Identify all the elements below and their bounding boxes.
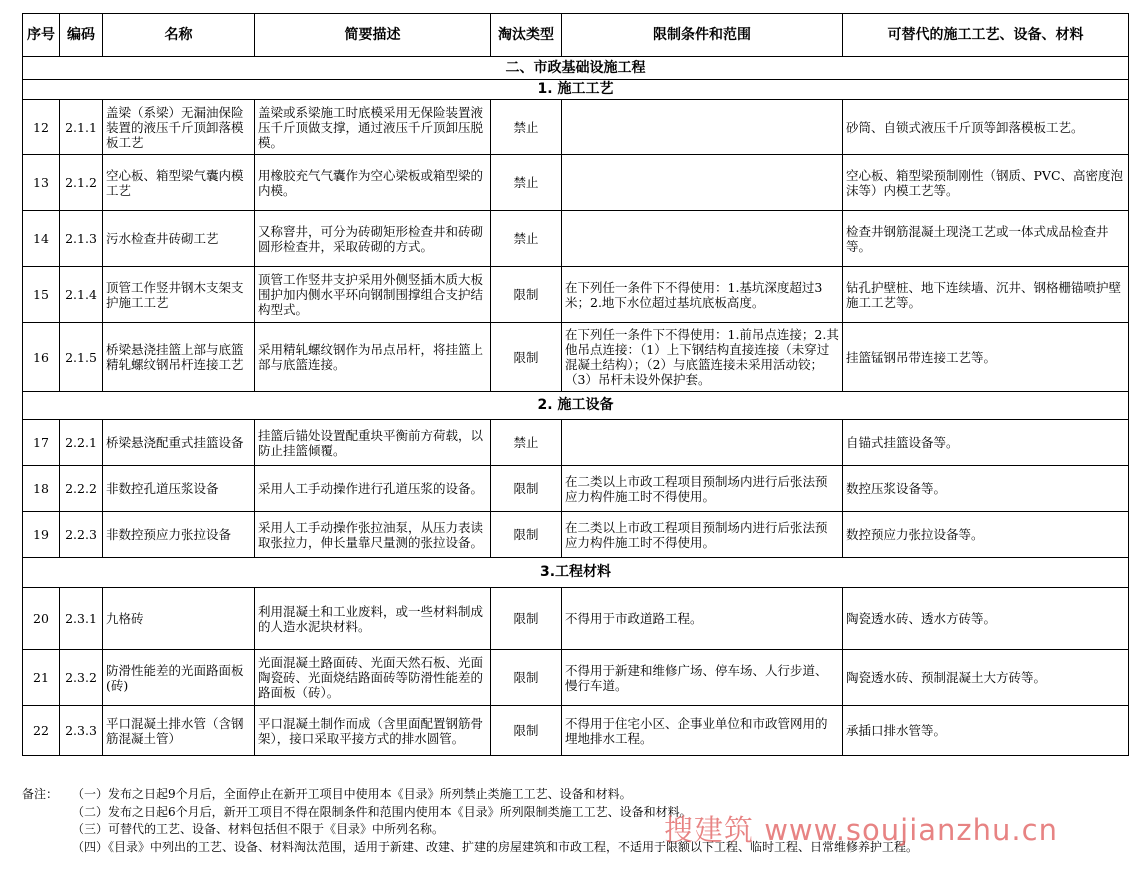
header-no: 序号	[23, 14, 60, 57]
cell-type: 禁止	[491, 211, 562, 267]
cell-name: 桥梁悬浇挂篮上部与底篮精轧螺纹钢吊杆连接工艺	[103, 323, 255, 392]
cell-limit	[562, 100, 843, 155]
cell-desc: 采用精轧螺纹钢作为吊点吊杆，将挂篮上部与底篮连接。	[255, 323, 491, 392]
notes-lead: 备注：	[22, 787, 59, 801]
cell-no: 15	[23, 267, 60, 323]
cell-limit	[562, 211, 843, 267]
cell-no: 22	[23, 706, 60, 756]
cell-alt: 承插口排水管等。	[843, 706, 1129, 756]
cell-limit: 不得用于市政道路工程。	[562, 588, 843, 650]
table-row	[23, 650, 1129, 706]
cell-no: 14	[23, 211, 60, 267]
table-row	[23, 211, 1129, 267]
cell-code: 2.1.5	[60, 323, 103, 392]
table-row	[23, 155, 1129, 211]
cell-code: 2.2.2	[60, 466, 103, 512]
cell-limit: 不得用于住宅小区、企事业单位和市政管网用的埋地排水工程。	[562, 706, 843, 756]
cell-no: 19	[23, 512, 60, 558]
cell-limit: 在下列任一条件下不得使用：1.前吊点连接；2.其他吊点连接：（1）上下钢结构直接连接（未穿过混凝土结构）；（2）与底篮连接未采用活动铰；（3）吊杆未设外保护套。	[562, 323, 843, 392]
cell-code: 2.1.3	[60, 211, 103, 267]
section-title	[23, 558, 1129, 588]
note-item: （三）可替代的工艺、设备、材料包括但不限于《目录》中所列名称。	[72, 822, 445, 836]
cell-name: 九格砖	[103, 588, 255, 650]
cell-desc: 平口混凝土制作而成（含里面配置钢筋骨架），接口采取平接方式的排水圆管。	[255, 706, 491, 756]
table-row	[23, 323, 1129, 392]
section-title-text: 3.工程材料	[23, 558, 1129, 588]
cell-limit: 在二类以上市政工程项目预制场内进行后张法预应力构件施工时不得使用。	[562, 512, 843, 558]
header-code: 编码	[60, 14, 103, 57]
cell-no: 13	[23, 155, 60, 211]
cell-name: 空心板、箱型梁气囊内模工艺	[103, 155, 255, 211]
cell-alt: 陶瓷透水砖、预制混凝土大方砖等。	[843, 650, 1129, 706]
cell-desc: 又称窨井，可分为砖砌矩形检查井和砖砌圆形检查井，采取砖砌的方式。	[255, 211, 491, 267]
cell-no: 21	[23, 650, 60, 706]
table-row	[23, 267, 1129, 323]
cell-name: 桥梁悬浇配重式挂篮设备	[103, 420, 255, 466]
table-row	[23, 706, 1129, 756]
cell-code: 2.2.1	[60, 420, 103, 466]
table-row	[23, 588, 1129, 650]
cell-type: 限制	[491, 267, 562, 323]
cell-name: 防滑性能差的光面路面板(砖)	[103, 650, 255, 706]
cell-alt: 钻孔护壁桩、地下连续墙、沉井、钢格栅锚喷护壁施工工艺等。	[843, 267, 1129, 323]
cell-type: 限制	[491, 650, 562, 706]
table-row	[23, 100, 1129, 155]
cell-alt: 挂篮锰钢吊带连接工艺等。	[843, 323, 1129, 392]
cell-name: 顶管工作竖井钢木支架支护施工工艺	[103, 267, 255, 323]
cell-type: 禁止	[491, 420, 562, 466]
category-title	[23, 57, 1129, 80]
header-row	[23, 14, 1129, 57]
cell-desc: 光面混凝土路面砖、光面天然石板、光面陶瓷砖、光面烧结路面砖等防滑性能差的路面板（砖）。	[255, 650, 491, 706]
cell-code: 2.3.2	[60, 650, 103, 706]
cell-alt: 空心板、箱型梁预制刚性（钢质、PVC、高密度泡沫等）内模工艺等。	[843, 155, 1129, 211]
table-row	[23, 466, 1129, 512]
cell-limit: 在下列任一条件下不得使用：1.基坑深度超过3米；2.地下水位超过基坑底板高度。	[562, 267, 843, 323]
cell-desc: 顶管工作竖井支护采用外侧竖插木质大板围护加内侧水平环向钢制围撑组合支护结构型式。	[255, 267, 491, 323]
cell-code: 2.1.2	[60, 155, 103, 211]
cell-type: 限制	[491, 466, 562, 512]
cell-name: 平口混凝土排水管（含钢筋混凝土管）	[103, 706, 255, 756]
cell-type: 限制	[491, 512, 562, 558]
header-limit: 限制条件和范围	[562, 14, 843, 57]
cell-no: 18	[23, 466, 60, 512]
note-item: （一）发布之日起9个月后，全面停止在新开工项目中使用本《目录》所列禁止类施工工艺、设备和材料。	[72, 787, 632, 801]
header-alt: 可替代的施工工艺、设备、材料	[843, 14, 1129, 57]
cell-alt: 砂筒、自锁式液压千斤顶等卸落模板工艺。	[843, 100, 1129, 155]
section-title	[23, 80, 1129, 100]
cell-desc: 采用人工手动操作进行孔道压浆的设备。	[255, 466, 491, 512]
cell-alt: 检查井钢筋混凝土现浇工艺或一体式成品检查井等。	[843, 211, 1129, 267]
cell-type: 限制	[491, 706, 562, 756]
cell-code: 2.3.1	[60, 588, 103, 650]
cell-no: 20	[23, 588, 60, 650]
cell-limit: 不得用于新建和维修广场、停车场、人行步道、慢行车道。	[562, 650, 843, 706]
table-row	[23, 420, 1129, 466]
note-row	[22, 786, 1132, 804]
cell-alt: 陶瓷透水砖、透水方砖等。	[843, 588, 1129, 650]
cell-no: 17	[23, 420, 60, 466]
cell-alt: 数控压浆设备等。	[843, 466, 1129, 512]
cell-code: 2.2.3	[60, 512, 103, 558]
cell-name: 盖梁（系梁）无漏油保险装置的液压千斤顶卸落模板工艺	[103, 100, 255, 155]
cell-desc: 用橡胶充气气囊作为空心梁板或箱型梁的内模。	[255, 155, 491, 211]
cell-type: 禁止	[491, 155, 562, 211]
cell-type: 禁止	[491, 100, 562, 155]
cell-desc: 利用混凝土和工业废料，或一些材料制成的人造水泥块材料。	[255, 588, 491, 650]
cell-limit	[562, 420, 843, 466]
cell-desc: 挂篮后锚处设置配重块平衡前方荷载，以防止挂篮倾覆。	[255, 420, 491, 466]
section-title-text: 1. 施工工艺	[23, 80, 1129, 100]
cell-limit	[562, 155, 843, 211]
cell-code: 2.1.4	[60, 267, 103, 323]
cell-code: 2.3.3	[60, 706, 103, 756]
catalog-table	[22, 13, 1129, 756]
header-type: 淘汰类型	[491, 14, 562, 57]
table-row	[23, 512, 1129, 558]
cell-type: 限制	[491, 323, 562, 392]
cell-name: 污水检查井砖砌工艺	[103, 211, 255, 267]
note-item: （二）发布之日起6个月后，新开工项目不得在限制条件和范围内使用本《目录》所列限制类施工工艺、设备和材料。	[72, 804, 692, 819]
cell-name: 非数控孔道压浆设备	[103, 466, 255, 512]
header-name: 名称	[103, 14, 255, 57]
cell-desc: 采用人工手动操作张拉油泵，从压力表读取张拉力，伸长量靠尺量测的张拉设备。	[255, 512, 491, 558]
header-desc: 简要描述	[255, 14, 491, 57]
section-title-text: 2. 施工设备	[23, 392, 1129, 420]
watermark-logo: 搜建筑 www.soujianzhu.cn	[664, 813, 1058, 847]
section-title	[23, 392, 1129, 420]
cell-code: 2.1.1	[60, 100, 103, 155]
category-title-text: 二、市政基础设施工程	[23, 57, 1129, 80]
cell-desc: 盖梁或系梁施工时底模采用无保险装置液压千斤顶做支撑，通过液压千斤顶卸压脱模。	[255, 100, 491, 155]
table-body	[23, 57, 1129, 756]
cell-limit: 在二类以上市政工程项目预制场内进行后张法预应力构件施工时不得使用。	[562, 466, 843, 512]
cell-no: 12	[23, 100, 60, 155]
cell-no: 16	[23, 323, 60, 392]
cell-name: 非数控预应力张拉设备	[103, 512, 255, 558]
cell-alt: 数控预应力张拉设备等。	[843, 512, 1129, 558]
cell-type: 限制	[491, 588, 562, 650]
note-item: （四）《目录》中列出的工艺、设备、材料淘汰范围，适用于新建、改建、扩建的房屋建筑和市政工程，不适用于限额以下工程、临时工程、日常维修养护工程。	[72, 839, 919, 854]
cell-alt: 自锚式挂篮设备等。	[843, 420, 1129, 466]
